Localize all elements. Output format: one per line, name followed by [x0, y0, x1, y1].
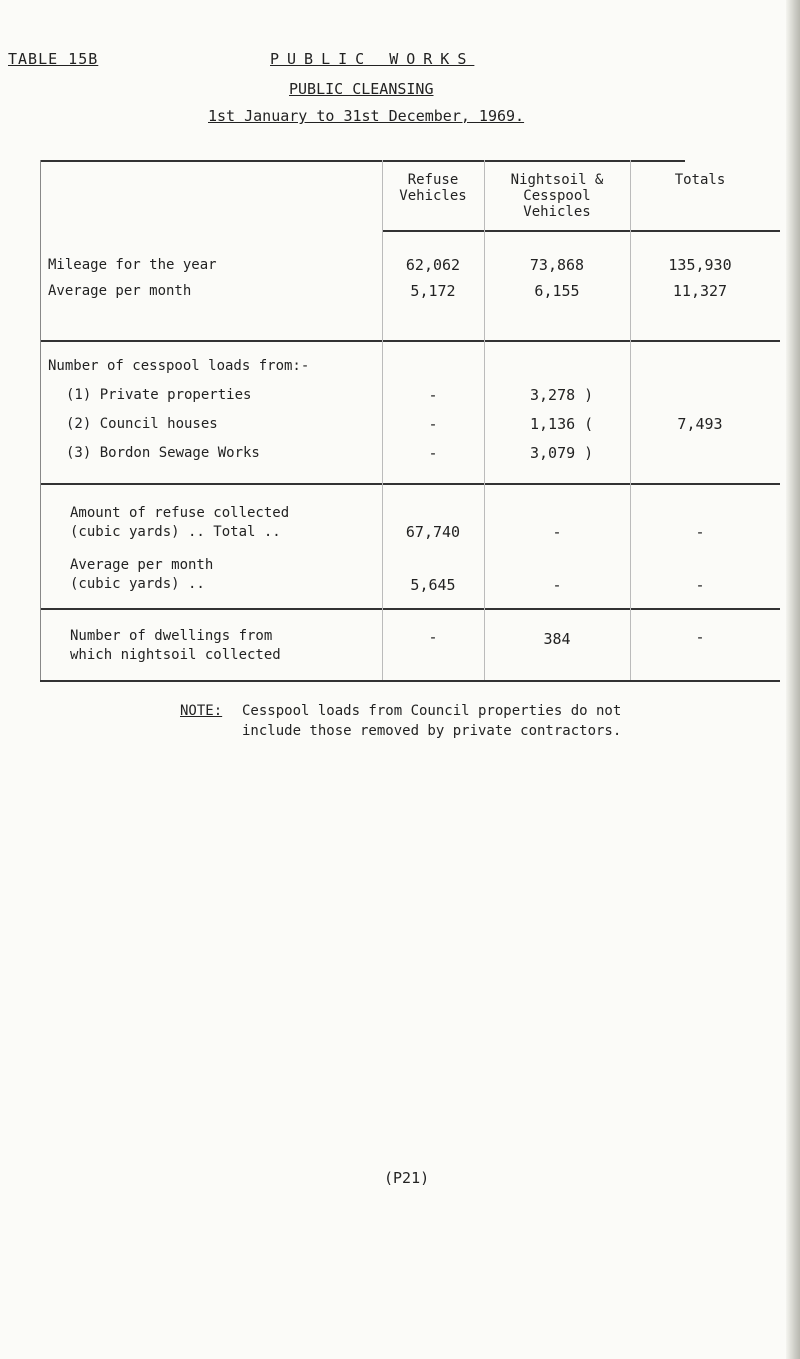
period-heading: 1st January to 31st December, 1969.: [208, 107, 525, 125]
table-left-border: [40, 160, 41, 680]
refuse-amount-label-line2: (cubic yards) .. Total ..: [70, 524, 281, 540]
column-header-refuse: Refuse Vehicles: [399, 172, 467, 204]
refuse-amount-refuse: 67,740: [405, 523, 461, 541]
section-rule-3: [40, 608, 780, 610]
column-header-nightsoil: Nightsoil & Cesspool Vehicles: [510, 172, 604, 220]
cesspool-row-refuse: -: [428, 386, 438, 404]
refuse-average-refuse: 5,645: [410, 576, 456, 594]
cesspool-total: 7,493: [677, 415, 723, 433]
average-mileage-nightsoil: 6,155: [534, 282, 580, 300]
table-bottom-rule: [40, 680, 780, 682]
dwellings-label-line2: which nightsoil collected: [70, 647, 281, 663]
dwellings-refuse: -: [428, 628, 438, 646]
column-header-totals: Totals: [674, 172, 726, 188]
average-mileage-refuse: 5,172: [410, 282, 456, 300]
table-ref: TABLE 15B: [8, 50, 99, 68]
cesspool-row-nightsoil: 3,079 ): [530, 444, 594, 462]
cesspool-row-nightsoil: 1,136 (: [530, 415, 594, 433]
cesspool-row-label: (1) Private properties: [66, 387, 252, 403]
note-line2: include those removed by private contractors.: [242, 723, 622, 739]
cesspool-heading: Number of cesspool loads from:-: [48, 358, 310, 374]
page-reference: (P21): [384, 1169, 430, 1187]
cesspool-row-nightsoil: 3,278 ): [530, 386, 594, 404]
page-subtitle: PUBLIC CLEANSING: [289, 80, 434, 98]
refuse-amount-label-line1: Amount of refuse collected: [70, 505, 290, 521]
cesspool-row-label: (3) Bordon Sewage Works: [66, 445, 260, 461]
mileage-nightsoil: 73,868: [529, 256, 585, 274]
refuse-amount-nightsoil: -: [552, 523, 562, 541]
refuse-average-totals: -: [695, 576, 705, 594]
refuse-average-nightsoil: -: [552, 576, 562, 594]
refuse-amount-totals: -: [695, 523, 705, 541]
cesspool-row-label: (2) Council houses: [66, 416, 218, 432]
cesspool-row-refuse: -: [428, 415, 438, 433]
mileage-totals: 135,930: [668, 256, 732, 274]
average-mileage-totals: 11,327: [672, 282, 728, 300]
header-rule: [383, 230, 780, 232]
dwellings-nightsoil: 384: [543, 630, 571, 648]
refuse-average-label-line2: (cubic yards) ..: [70, 576, 205, 592]
column-divider-2: [484, 160, 485, 680]
table-top-rule: [40, 160, 685, 162]
dwellings-totals: -: [695, 628, 705, 646]
page-edge-shadow: [786, 0, 800, 1359]
section-title: PUBLIC WORKS: [270, 50, 475, 68]
refuse-average-label-line1: Average per month: [70, 557, 214, 573]
average-mileage-label: Average per month: [48, 283, 192, 299]
note-label: NOTE:: [180, 703, 223, 719]
dwellings-label-line1: Number of dwellings from: [70, 628, 273, 644]
section-rule-2: [40, 483, 780, 485]
note-line1: Cesspool loads from Council properties do not: [242, 703, 622, 719]
cesspool-row-refuse: -: [428, 444, 438, 462]
mileage-refuse: 62,062: [405, 256, 461, 274]
section-rule-1: [40, 340, 780, 342]
mileage-label: Mileage for the year: [48, 257, 217, 273]
